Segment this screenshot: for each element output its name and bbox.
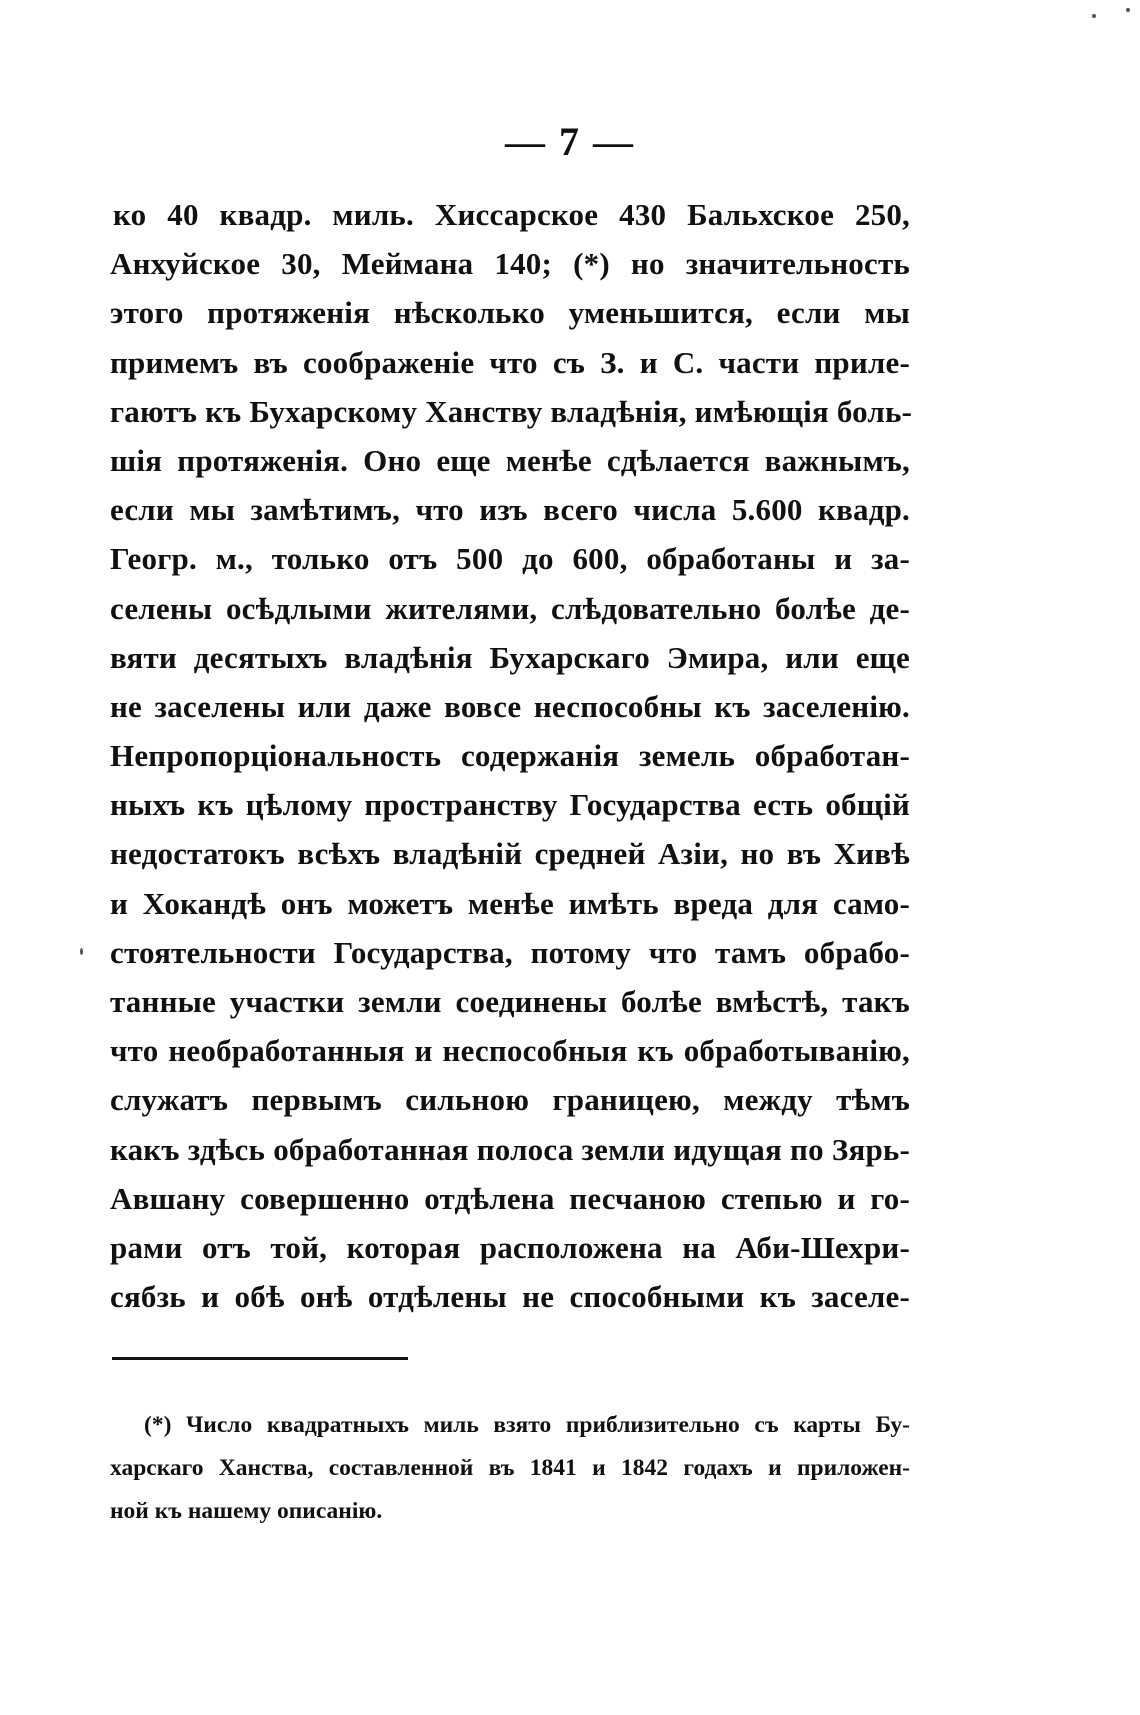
text-line: недостатокъ всѣхъ владѣній средней Азіи, но въ Хивѣ — [110, 836, 910, 872]
scan-speck — [1126, 8, 1130, 12]
footnote-line: ной къ нашему описанію. — [110, 1498, 383, 1524]
text-line: Авшану совершенно отдѣлена песчаною степью и го- — [110, 1180, 910, 1216]
scan-speck — [80, 948, 83, 955]
page-number: — 7 — — [505, 119, 635, 164]
text-line: не заселены или даже вовсе неспособны къ заселенію. — [110, 688, 910, 724]
body-text — [110, 190, 913, 1321]
text-line: и Хокандѣ онъ можетъ менѣе имѣть вреда для само- — [110, 885, 910, 921]
text-line: какъ здѣсь обработанная полоса земли идущая по Зярь- — [110, 1131, 910, 1167]
text-line: вяти десятыхъ владѣнія Бухарскаго Эмира, или еще — [110, 639, 910, 675]
footnote — [110, 1404, 910, 1533]
text-line: стоятельности Государства, потому что тамъ обрабо- — [110, 934, 910, 970]
scan-speck — [1092, 14, 1096, 18]
footnote-separator — [112, 1357, 408, 1360]
text-line: гаютъ къ Бухарскому Ханству владѣнія, имѣющія боль- — [110, 393, 913, 429]
footnote-line: (*) Число квадратныхъ миль взято приблизительно съ карты Бу- — [144, 1412, 910, 1438]
text-line: если мы замѣтимъ, что изъ всего числа 5.600 квадр. — [110, 492, 910, 528]
text-line: шія протяженія. Оно еще менѣе сдѣлается важнымъ, — [110, 442, 910, 478]
text-line: танные участки земли соединены болѣе вмѣстѣ, такъ — [110, 984, 910, 1019]
text-line: ко 40 квадр. миль. Хиссарское 430 Бальхское 250, — [113, 197, 910, 232]
text-line: что необработанныя и неспособныя къ обработыванію, — [110, 1033, 910, 1069]
text-line: ныхъ къ цѣлому пространству Государства есть общій — [110, 787, 910, 823]
footnote-line: харскаго Ханства, составленной въ 1841 и 1842 годахъ и приложен- — [110, 1455, 910, 1481]
text-line: Непропорціональность содержанія земель обработан- — [110, 738, 910, 774]
text-line: рами отъ той, которая расположена на Аби-Шехри- — [110, 1229, 910, 1265]
text-line: примемъ въ соображеніе что съ З. и С. части прилe- — [110, 344, 910, 380]
text-line: селены осѣдлыми жителями, слѣдовательно болѣе де- — [110, 590, 910, 626]
text-line: Анхуйское 30, Меймана 140; (*) но значительность — [110, 246, 910, 282]
text-line: Геогр. м., только отъ 500 до 600, обработаны и за- — [110, 541, 910, 577]
text-line: этого протяженія нѣсколько уменьшится, если мы — [110, 295, 910, 331]
text-line: сябзь и обѣ онѣ отдѣлены не способными къ заселе- — [110, 1279, 910, 1315]
text-line: служатъ первымъ сильною границею, между тѣмъ — [110, 1082, 910, 1118]
